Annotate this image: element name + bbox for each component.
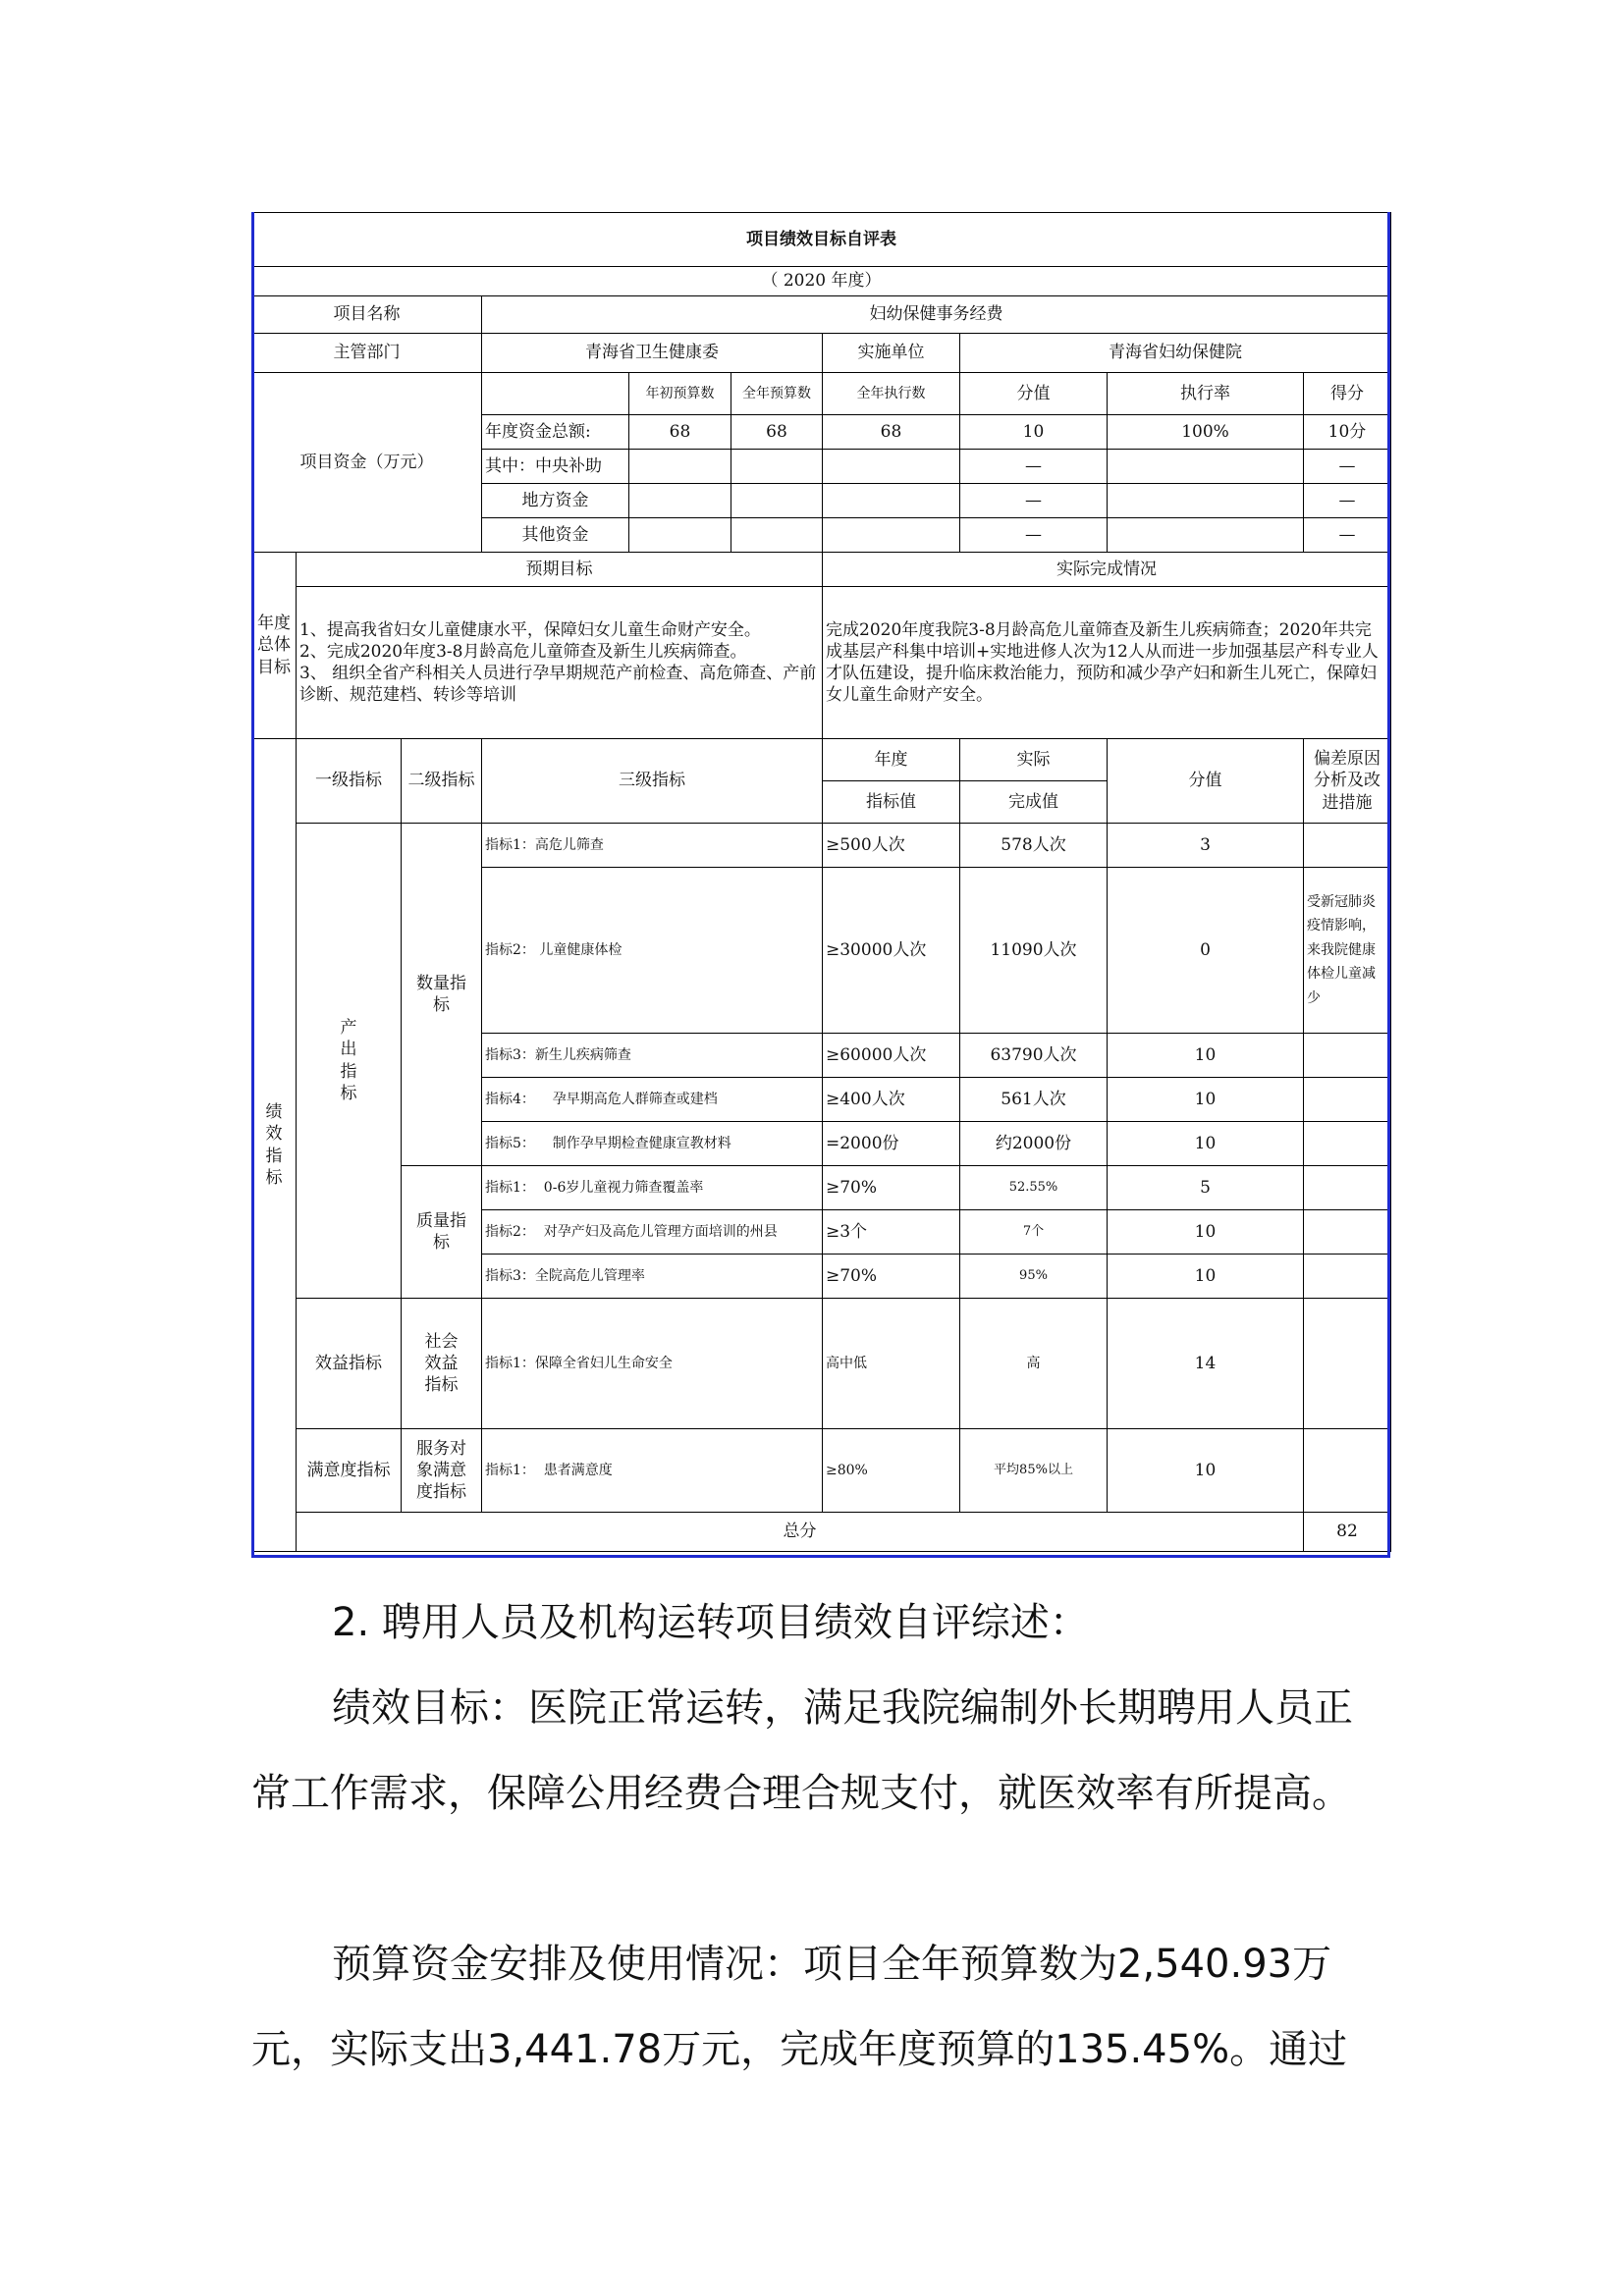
fund-cell: — [960, 450, 1108, 484]
total-label: 总分 [297, 1513, 1304, 1552]
indicator-note [1304, 1122, 1391, 1166]
fund-cell: 10分 [1304, 415, 1391, 450]
indicator-note [1304, 1255, 1391, 1299]
fund-cell: 68 [731, 415, 823, 450]
year-target-header: 年度 [823, 739, 960, 781]
indicator-target: ≥70% [823, 1166, 960, 1210]
fund-header-blank [482, 373, 629, 415]
perf-indicator-label: 绩效指标 [252, 739, 297, 1552]
fund-cell: 100% [1108, 415, 1304, 450]
indicator-note: 受新冠肺炎疫情影响，来我院健康体检儿童减少 [1304, 868, 1391, 1034]
project-name-label: 项目名称 [252, 296, 482, 334]
indicator-score: 10 [1108, 1078, 1304, 1122]
form-title: 项目绩效目标自评表 [252, 213, 1391, 267]
indicator-name: 指标4： 孕早期高危人群筛查或建档 [482, 1078, 823, 1122]
total-score: 82 [1304, 1513, 1391, 1552]
indicator-note [1304, 1078, 1391, 1122]
indicator-name: 指标2： 儿童健康体检 [482, 868, 823, 1034]
indicator-actual: 高 [960, 1299, 1108, 1429]
summary-heading: 2. 聘用人员及机构运转项目绩效自评综述： [332, 1600, 1089, 1645]
fund-row-label: 其他资金 [482, 518, 629, 553]
indicator-name: 指标1：高危儿筛查 [482, 824, 823, 868]
fund-cell [1108, 450, 1304, 484]
fund-cell [629, 518, 731, 553]
fund-header: 分值 [960, 373, 1108, 415]
indicator-actual: 63790人次 [960, 1034, 1108, 1078]
deviation-header: 偏差原因分析及改进措施 [1304, 739, 1391, 824]
level2-header: 二级指标 [402, 739, 482, 824]
indicator-actual: 52.55% [960, 1166, 1108, 1210]
fund-cell: 10 [960, 415, 1108, 450]
fund-header: 全年执行数 [823, 373, 960, 415]
indicator-actual: 578人次 [960, 824, 1108, 868]
budget-paragraph: 预算资金安排及使用情况：项目全年预算数为2,540.93万元，实际支出3,441.78万元，完成年度预算的135.45%。通过 [251, 1942, 1348, 2072]
fund-cell [823, 518, 960, 553]
fund-cell: — [1304, 518, 1391, 553]
indicator-score: 5 [1108, 1166, 1304, 1210]
indicator-target: ≥400人次 [823, 1078, 960, 1122]
year-target-subheader: 指标值 [823, 781, 960, 824]
social-benefit-label: 社会效益指标 [402, 1299, 482, 1429]
indicator-name: 指标1： 0-6岁儿童视力筛查覆盖率 [482, 1166, 823, 1210]
actual-completion-header: 实际完成情况 [823, 553, 1391, 587]
fund-row-label: 地方资金 [482, 484, 629, 518]
fund-row-label: 其中：中央补助 [482, 450, 629, 484]
fund-cell: — [960, 518, 1108, 553]
indicator-score: 10 [1108, 1034, 1304, 1078]
indicator-note [1304, 1034, 1391, 1078]
indicator-name: 指标2： 对孕产妇及高危儿管理方面培训的州县 [482, 1210, 823, 1255]
expected-goal-text: 1、提高我省妇女儿童健康水平，保障妇女儿童生命财产安全。 2、完成2020年度3-8月龄高危儿童筛查及新生儿疾病筛查。 3、 组织全省产科相关人员进行孕早期规范产前检查、高危筛查、产前诊断、规范建档、转诊等培训 [297, 587, 823, 739]
indicator-target: ≥500人次 [823, 824, 960, 868]
fund-row-label: 年度资金总额: [482, 415, 629, 450]
indicator-actual: 约2000份 [960, 1122, 1108, 1166]
dept-value: 青海省卫生健康委 [482, 334, 823, 373]
service-satisfaction-label: 服务对象满意度指标 [402, 1429, 482, 1513]
expected-goal-header: 预期目标 [297, 553, 823, 587]
indicator-name: 指标1：保障全省妇儿生命安全 [482, 1299, 823, 1429]
indicator-name: 指标3：全院高危儿管理率 [482, 1255, 823, 1299]
benefit-indicator-label: 效益指标 [297, 1299, 402, 1429]
indicator-note [1304, 1166, 1391, 1210]
fund-cell [1108, 484, 1304, 518]
indicator-note [1304, 1210, 1391, 1255]
indicator-target: 高中低 [823, 1299, 960, 1429]
fund-header: 全年预算数 [731, 373, 823, 415]
indicator-name: 指标5： 制作孕早期检查健康宣教材料 [482, 1122, 823, 1166]
fund-cell [823, 484, 960, 518]
fund-cell [823, 450, 960, 484]
actual-value-subheader: 完成值 [960, 781, 1108, 824]
fund-cell: — [1304, 450, 1391, 484]
fund-cell [731, 484, 823, 518]
indicator-target: =2000份 [823, 1122, 960, 1166]
fund-cell [1108, 518, 1304, 553]
indicator-score: 3 [1108, 824, 1304, 868]
fund-header: 年初预算数 [629, 373, 731, 415]
fund-cell: — [1304, 484, 1391, 518]
indicator-note [1304, 824, 1391, 868]
output-indicator-label: 产出指标 [297, 824, 402, 1299]
fund-cell: 68 [629, 415, 731, 450]
indicator-score: 10 [1108, 1122, 1304, 1166]
level3-header: 三级指标 [482, 739, 823, 824]
satisfaction-indicator-label: 满意度指标 [297, 1429, 402, 1513]
fund-cell [731, 450, 823, 484]
level1-header: 一级指标 [297, 739, 402, 824]
fund-cell: 68 [823, 415, 960, 450]
quantity-indicator-label: 数量指标 [402, 824, 482, 1166]
project-name-value: 妇幼保健事务经费 [482, 296, 1391, 334]
indicator-actual: 7个 [960, 1210, 1108, 1255]
fund-cell: — [960, 484, 1108, 518]
fund-cell [629, 450, 731, 484]
funds-label: 项目资金（万元） [252, 373, 482, 553]
goal-paragraph: 绩效目标：医院正常运转，满足我院编制外长期聘用人员正常工作需求，保障公用经费合理合规支付，就医效率有所提高。 [251, 1685, 1353, 1816]
form-year: （ 2020 年度） [252, 267, 1391, 296]
evaluation-table [251, 212, 1391, 1552]
indicator-name: 指标3：新生儿疾病筛查 [482, 1034, 823, 1078]
fund-cell [731, 518, 823, 553]
indicator-score: 10 [1108, 1210, 1304, 1255]
actual-value-header: 实际 [960, 739, 1108, 781]
quality-indicator-label: 质量指标 [402, 1166, 482, 1299]
performance-self-evaluation-form [251, 212, 1390, 1552]
indicator-actual: 95% [960, 1255, 1108, 1299]
indicator-actual: 561人次 [960, 1078, 1108, 1122]
indicator-score: 14 [1108, 1299, 1304, 1429]
indicator-note [1304, 1429, 1391, 1513]
impl-unit-value: 青海省妇幼保健院 [960, 334, 1391, 373]
indicator-score: 10 [1108, 1429, 1304, 1513]
indicator-actual: 平均85%以上 [960, 1429, 1108, 1513]
fund-header: 执行率 [1108, 373, 1304, 415]
indicator-actual: 11090人次 [960, 868, 1108, 1034]
indicator-target: ≥70% [823, 1255, 960, 1299]
indicator-target: ≥60000人次 [823, 1034, 960, 1078]
dept-label: 主管部门 [252, 334, 482, 373]
actual-completion-text: 完成2020年度我院3-8月龄高危儿童筛查及新生儿疾病筛查；2020年共完成基层产科集中培训+实地进修人次为12人从而进一步加强基层产科专业人才队伍建设，提升临床救治能力，预防和减少孕产妇和新生儿死亡，保障妇女儿童生命财产安全。 [823, 587, 1391, 739]
indicator-target: ≥30000人次 [823, 868, 960, 1034]
indicator-target: ≥80% [823, 1429, 960, 1513]
indicator-note [1304, 1299, 1391, 1429]
fund-header: 得分 [1304, 373, 1391, 415]
annual-goal-label: 年度总体目标 [252, 553, 297, 739]
indicator-score: 0 [1108, 868, 1304, 1034]
indicator-name: 指标1： 患者满意度 [482, 1429, 823, 1513]
indicator-target: ≥3个 [823, 1210, 960, 1255]
indicator-score: 10 [1108, 1255, 1304, 1299]
impl-unit-label: 实施单位 [823, 334, 960, 373]
fund-cell [629, 484, 731, 518]
score-header: 分值 [1108, 739, 1304, 824]
